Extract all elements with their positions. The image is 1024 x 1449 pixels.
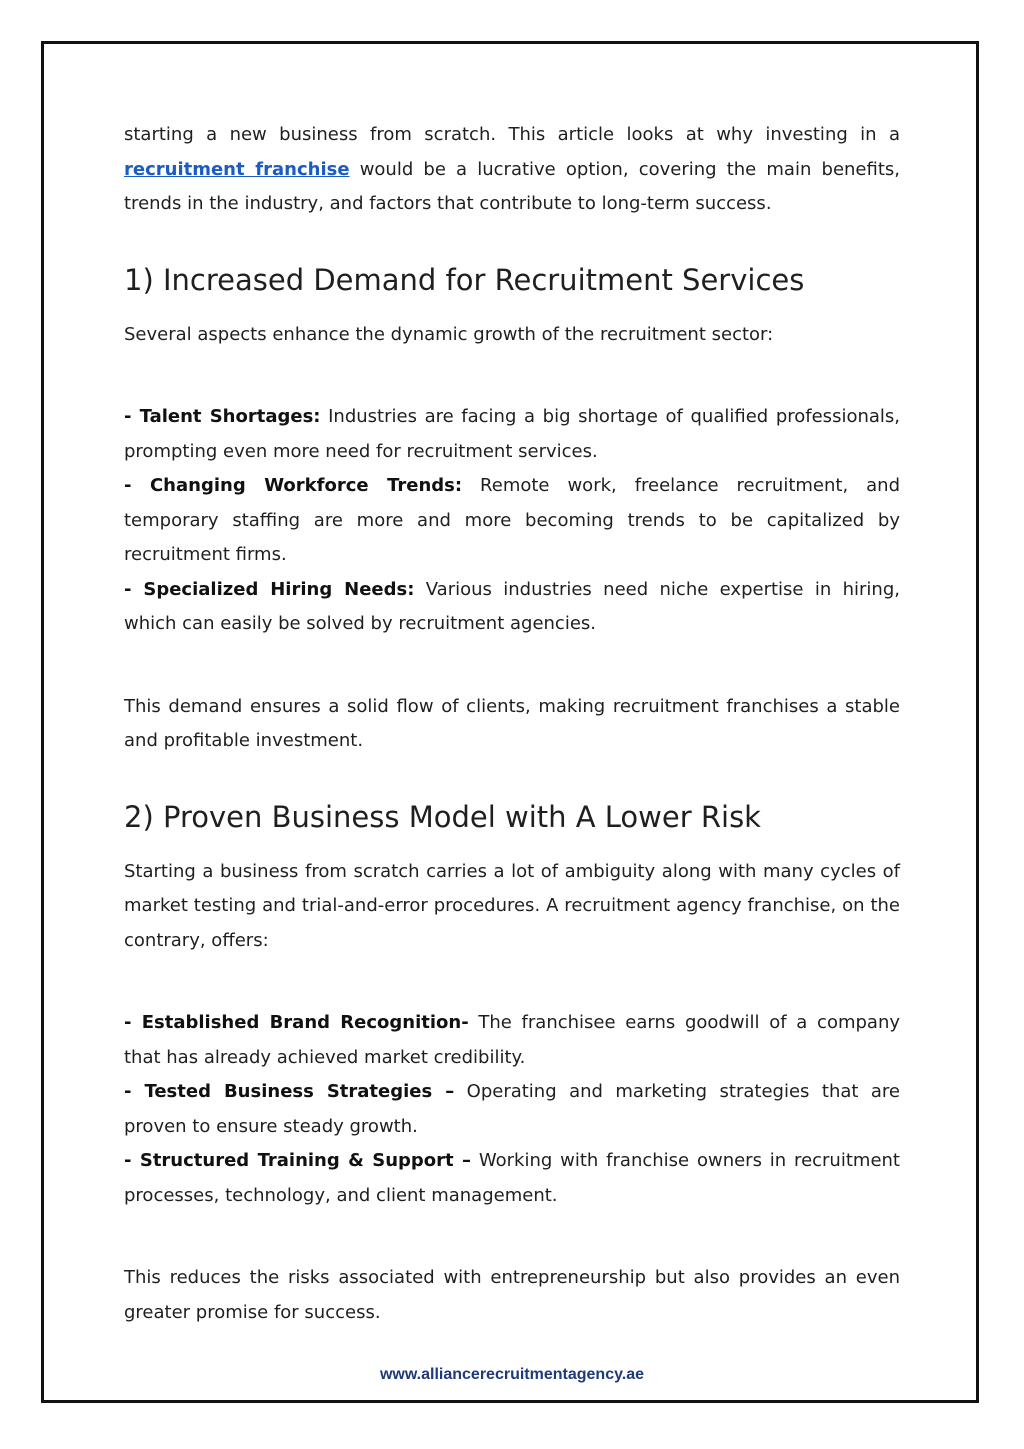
intro-paragraph: [124, 118, 900, 222]
section-2-lead: Starting a business from scratch carries a lot of ambiguity along with many cycles of market testing and trial-and-error procedures. A recruitment agency franchise, on the contrary, offers:: [124, 860, 900, 951]
recruitment-franchise-link[interactable]: recruitment franchise: [124, 158, 350, 180]
footer-website-url[interactable]: www.alliancerecruitmentagency.ae: [379, 1366, 645, 1383]
bullet-item: [124, 1144, 900, 1213]
intro-text-after: would be a lucrative option, covering the main benefits, trends in the industry, and factors that contribute to long-term success.: [124, 158, 900, 214]
bullet-label: - Changing Workforce Trends:: [124, 475, 463, 496]
bullet-label: - Talent Shortages:: [124, 406, 321, 427]
bullet-item: [124, 1075, 900, 1144]
bullet-label: - Specialized Hiring Needs:: [124, 578, 415, 600]
bullet-item: [124, 469, 900, 573]
bullet-label: - Tested Business Strategies –: [124, 1081, 455, 1102]
section-2-bullet-list: [124, 1006, 900, 1213]
bullet-text: Working with franchise owners in recruitment processes, technology, and client management.: [124, 1150, 900, 1206]
bullet-text: Industries are facing a big shortage of qualified professionals, prompting even more need for recruitment services.: [124, 406, 900, 462]
bullet-item: [124, 573, 900, 642]
document-content: [124, 118, 900, 1330]
section-1-heading: 1) Increased Demand for Recruitment Services: [124, 262, 805, 297]
bullet-text: Remote work, freelance recruitment, and temporary staffing are more and more becoming trends to be capitalized by recruitment firms.: [124, 475, 900, 565]
bullet-label: - Structured Training & Support –: [124, 1150, 472, 1171]
bullet-label: - Established Brand Recognition-: [124, 1012, 469, 1033]
section-1-lead: Several aspects enhance the dynamic growth of the recruitment sector:: [124, 323, 774, 345]
bullet-item: [124, 400, 900, 469]
bullet-item: [124, 1006, 900, 1075]
section-1-bullet-list: [124, 400, 900, 642]
intro-text-before: starting a new business from scratch. This article looks at why investing in a: [124, 124, 900, 145]
bullet-text: The franchisee earns goodwill of a company that has already achieved market credibility.: [124, 1012, 901, 1068]
bullet-text: Various industries need niche expertise in hiring, which can easily be solved by recruitment agencies.: [124, 578, 900, 634]
bullet-text: Operating and marketing strategies that are proven to ensure steady growth.: [124, 1081, 900, 1137]
section-2-heading: 2) Proven Business Model with A Lower Risk: [124, 799, 761, 834]
section-2-closing: This reduces the risks associated with entrepreneurship but also provides an even greater promise for success.: [124, 1267, 900, 1323]
section-1-closing: This demand ensures a solid flow of clients, making recruitment franchises a stable and profitable investment.: [124, 695, 900, 751]
